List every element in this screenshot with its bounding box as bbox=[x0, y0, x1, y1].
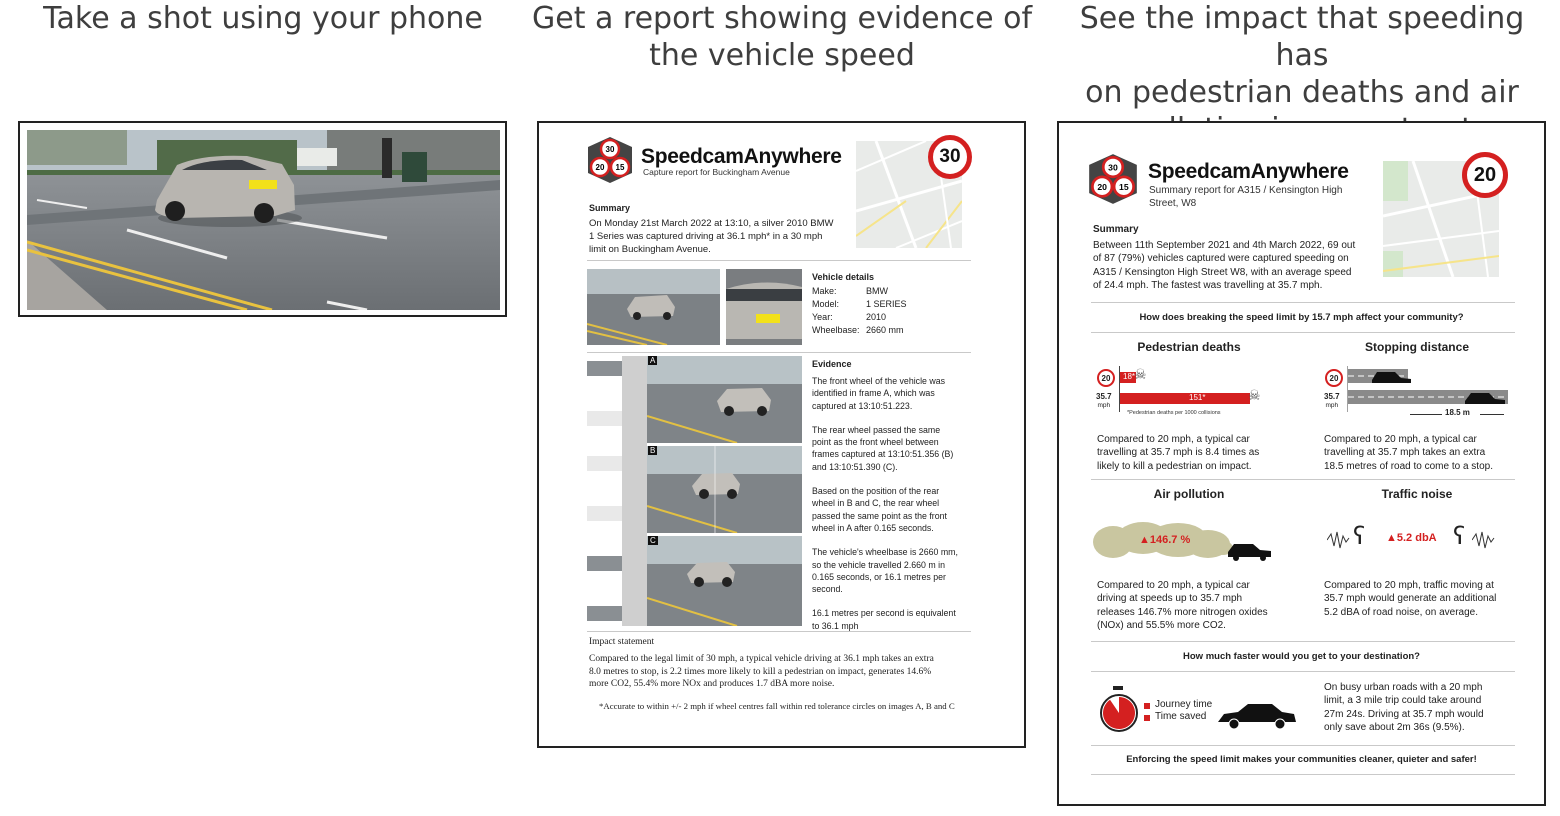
stopping-distance-label: 18.5 m bbox=[1445, 408, 1470, 417]
evidence-heading: Evidence bbox=[812, 359, 852, 369]
summary-line: of 87 (79%) vehicles captured were captured speeding on bbox=[1093, 253, 1349, 265]
air-heading: Air pollution bbox=[1153, 487, 1225, 501]
summary-text bbox=[1093, 239, 1355, 293]
logo-number: 20 bbox=[595, 163, 605, 172]
street-photo bbox=[27, 130, 500, 310]
question-community: How does breaking the speed limit by 15.7 mph affect your community? bbox=[1139, 312, 1464, 323]
divider bbox=[1091, 332, 1515, 333]
vehicle-details-table bbox=[812, 285, 907, 337]
column-1-title bbox=[20, 0, 506, 37]
speed-limit-value: 20 bbox=[1473, 163, 1497, 186]
logo-number: 20 bbox=[1097, 181, 1107, 192]
summary-line: limit on Buckingham Avenue. bbox=[589, 244, 711, 255]
vehicle-photo-rear bbox=[726, 269, 802, 345]
subtitle-line: Street, W8 bbox=[1149, 198, 1197, 209]
title-line: Take a shot using your phone bbox=[43, 1, 483, 36]
stopping-speed-label: 35.7 mph bbox=[1324, 392, 1340, 409]
limit-sign-icon: 20 bbox=[1097, 369, 1115, 387]
vehicle-detail-row: Year: 2010 bbox=[812, 312, 887, 322]
summary-line: A315 / Kensington High Street W8, with an average speed bbox=[1093, 266, 1352, 278]
evidence-frame-a bbox=[647, 356, 802, 443]
summary-heading: Summary bbox=[1093, 224, 1139, 235]
speed-limit-sign-20 bbox=[1462, 152, 1508, 198]
skull-icon: ☠ bbox=[1248, 388, 1261, 404]
vehicle-details-heading: Vehicle details bbox=[812, 272, 875, 282]
impact-text bbox=[589, 653, 934, 691]
impact-line: more CO2, 55.4% more NOx and produces 1.7 dBA more noise. bbox=[589, 679, 835, 689]
evidence-paragraph: 16.1 metres per second is equivalent to 36.1 mph bbox=[812, 608, 956, 631]
pedestrian-bar-35mph bbox=[1120, 393, 1250, 404]
pedestrian-speed-label: 35.7 mph bbox=[1096, 392, 1112, 409]
noise-description: Compared to 20 mph, traffic moving at 35.7 mph would generate an additional 5.2 dBA of road noise, on average. bbox=[1324, 580, 1497, 618]
limit-sign-icon: 20 bbox=[1325, 369, 1343, 387]
impact-line: 8.0 metres to stop, is 2.2 times more likely to kill a pedestrian on impact, generates 14.6% bbox=[589, 666, 932, 677]
impact-line: Compared to the legal limit of 30 mph, a typical vehicle driving at 36.1 mph takes an extra bbox=[589, 654, 934, 664]
legend-saved-label: Time saved bbox=[1155, 711, 1207, 722]
speed-limit-sign-30 bbox=[928, 135, 972, 179]
stopping-description: Compared to 20 mph, a typical car travelling at 35.7 mph takes an extra 18.5 metres of road to come to a stop. bbox=[1324, 434, 1493, 472]
summary-brand: SpeedcamAnywhere bbox=[1148, 160, 1349, 183]
report-summary-text bbox=[589, 217, 834, 256]
frame-label-b: B bbox=[650, 446, 656, 455]
frame-label-c: C bbox=[650, 536, 656, 545]
divider bbox=[1091, 302, 1515, 303]
capture-report bbox=[537, 121, 1026, 748]
question-destination: How much faster would you get to your destination? bbox=[1183, 651, 1420, 662]
journey-description: On busy urban roads with a 20 mph limit, a 3 mile trip could take around 27m 24s. Driving at 35.7 mph would only save about 2m 36s (9.5%). bbox=[1324, 682, 1484, 734]
title-line: the vehicle speed bbox=[649, 38, 915, 73]
impact-heading: Impact statement bbox=[589, 637, 655, 647]
ear-icon: ʕ bbox=[1453, 522, 1466, 550]
summary-line: of 24.4 mph. The fastest was travelling at 35.7 mph. bbox=[1093, 280, 1323, 292]
evidence-frame-b bbox=[647, 446, 802, 533]
summary-subtitle bbox=[1149, 184, 1342, 210]
evidence-frame-c bbox=[647, 536, 802, 626]
summary-line: On Monday 21st March 2022 at 13:10, a silver 2010 BMW bbox=[589, 218, 834, 229]
legend-journey-swatch bbox=[1144, 703, 1150, 709]
vehicle-detail-row: Make: BMW bbox=[812, 286, 888, 296]
column-2-title bbox=[532, 0, 1032, 74]
pedestrian-description: Compared to 20 mph, a typical car travelling at 35.7 mph is 8.4 times as likely to kill a pedestrian on impact. bbox=[1097, 434, 1260, 472]
title-line: on pedestrian deaths and air bbox=[1085, 75, 1519, 110]
logo-number: 30 bbox=[605, 145, 615, 154]
evidence-frames bbox=[587, 356, 802, 626]
stopping-road-graphic bbox=[1347, 366, 1517, 412]
car-icon bbox=[1216, 700, 1298, 730]
speedcam-logo-icon bbox=[1087, 151, 1139, 207]
pedestrian-note: *Pedestrian deaths per 1000 collisions bbox=[1127, 410, 1221, 416]
title-line: Get a report showing evidence of bbox=[532, 1, 1033, 36]
noise-value: ▲5.2 dbA bbox=[1386, 532, 1437, 544]
summary-footer: Enforcing the speed limit makes your communities cleaner, quieter and safer! bbox=[1126, 754, 1477, 765]
vehicle-detail-row: Model: 1 SERIES bbox=[812, 299, 907, 309]
divider bbox=[1091, 774, 1515, 775]
evidence-text bbox=[812, 375, 972, 632]
pedestrian-bar-20mph-label: 18* bbox=[1123, 372, 1136, 381]
subtitle-line: Summary report for A315 / Kensington High bbox=[1149, 185, 1343, 196]
divider bbox=[587, 352, 971, 353]
legend-journey-label: Journey time bbox=[1155, 699, 1213, 710]
stopping-distance-line bbox=[1480, 414, 1504, 415]
air-value: ▲146.7 % bbox=[1139, 534, 1191, 546]
sound-wave-icon bbox=[1472, 528, 1512, 552]
summary-line: Between 11th September 2021 and 4th March 2022, 69 out bbox=[1093, 240, 1356, 251]
pedestrian-bar-35mph-label: 151* bbox=[1189, 393, 1206, 402]
evidence-paragraph: The vehicle's wheelbase is 2660 mm, so the vehicle travelled 2.660 m in 0.165 seconds, or 16.1 metres per second. bbox=[812, 547, 958, 595]
report-brand: SpeedcamAnywhere bbox=[641, 145, 842, 168]
divider bbox=[587, 631, 971, 632]
divider bbox=[1091, 479, 1515, 480]
divider bbox=[1091, 641, 1515, 642]
logo-number: 30 bbox=[1108, 162, 1118, 173]
frame-label-a: A bbox=[650, 356, 656, 365]
report-subtitle: Capture report for Buckingham Avenue bbox=[643, 167, 790, 177]
summary-line: 1 Series was captured driving at 36.1 mph* in a 30 mph bbox=[589, 231, 823, 242]
evidence-paragraph: Based on the position of the rear wheel in B and C, the rear wheel passed the same point as the front wheel in A after 0.165 seconds. bbox=[812, 486, 947, 533]
speedcam-logo-icon bbox=[586, 135, 634, 185]
phone-photo-frame bbox=[18, 121, 507, 317]
vehicle-detail-row: Wheelbase: 2660 mm bbox=[812, 325, 904, 335]
report-summary-heading: Summary bbox=[589, 203, 631, 213]
legend-saved-swatch bbox=[1144, 715, 1150, 721]
stopwatch-icon bbox=[1097, 685, 1141, 735]
speed-limit-value: 30 bbox=[939, 146, 961, 167]
divider bbox=[587, 260, 971, 261]
pedestrian-heading: Pedestrian deaths bbox=[1137, 340, 1241, 354]
stopping-distance-line bbox=[1410, 414, 1442, 415]
skull-icon: ☠ bbox=[1134, 367, 1147, 383]
summary-report bbox=[1057, 121, 1546, 806]
report-footnote: *Accurate to within +/- 2 mph if wheel centres fall within red tolerance circles on images A, B and C bbox=[599, 701, 955, 711]
noise-heading: Traffic noise bbox=[1381, 487, 1453, 501]
air-description: Compared to 20 mph, a typical car driving at speeds up to 35.7 mph releases 146.7% more nitrogen oxides (NOx) and 55.5% more CO2. bbox=[1097, 580, 1268, 632]
ear-icon: ʕ bbox=[1353, 522, 1366, 550]
stopping-heading: Stopping distance bbox=[1364, 340, 1469, 354]
vehicle-photo-wide bbox=[587, 269, 720, 345]
evidence-paragraph: The rear wheel passed the same point as the front wheel between frames captured at 13:10:51.356 (B) and 13:10:51.390 (C). bbox=[812, 424, 954, 472]
evidence-paragraph: The front wheel of the vehicle was identified in frame A, which was captured at 13:10:51.223. bbox=[812, 376, 946, 411]
logo-number: 15 bbox=[1119, 181, 1129, 192]
divider bbox=[1091, 671, 1515, 672]
title-line: See the impact that speeding has bbox=[1079, 1, 1525, 73]
divider bbox=[1091, 745, 1515, 746]
logo-number: 15 bbox=[615, 163, 625, 172]
